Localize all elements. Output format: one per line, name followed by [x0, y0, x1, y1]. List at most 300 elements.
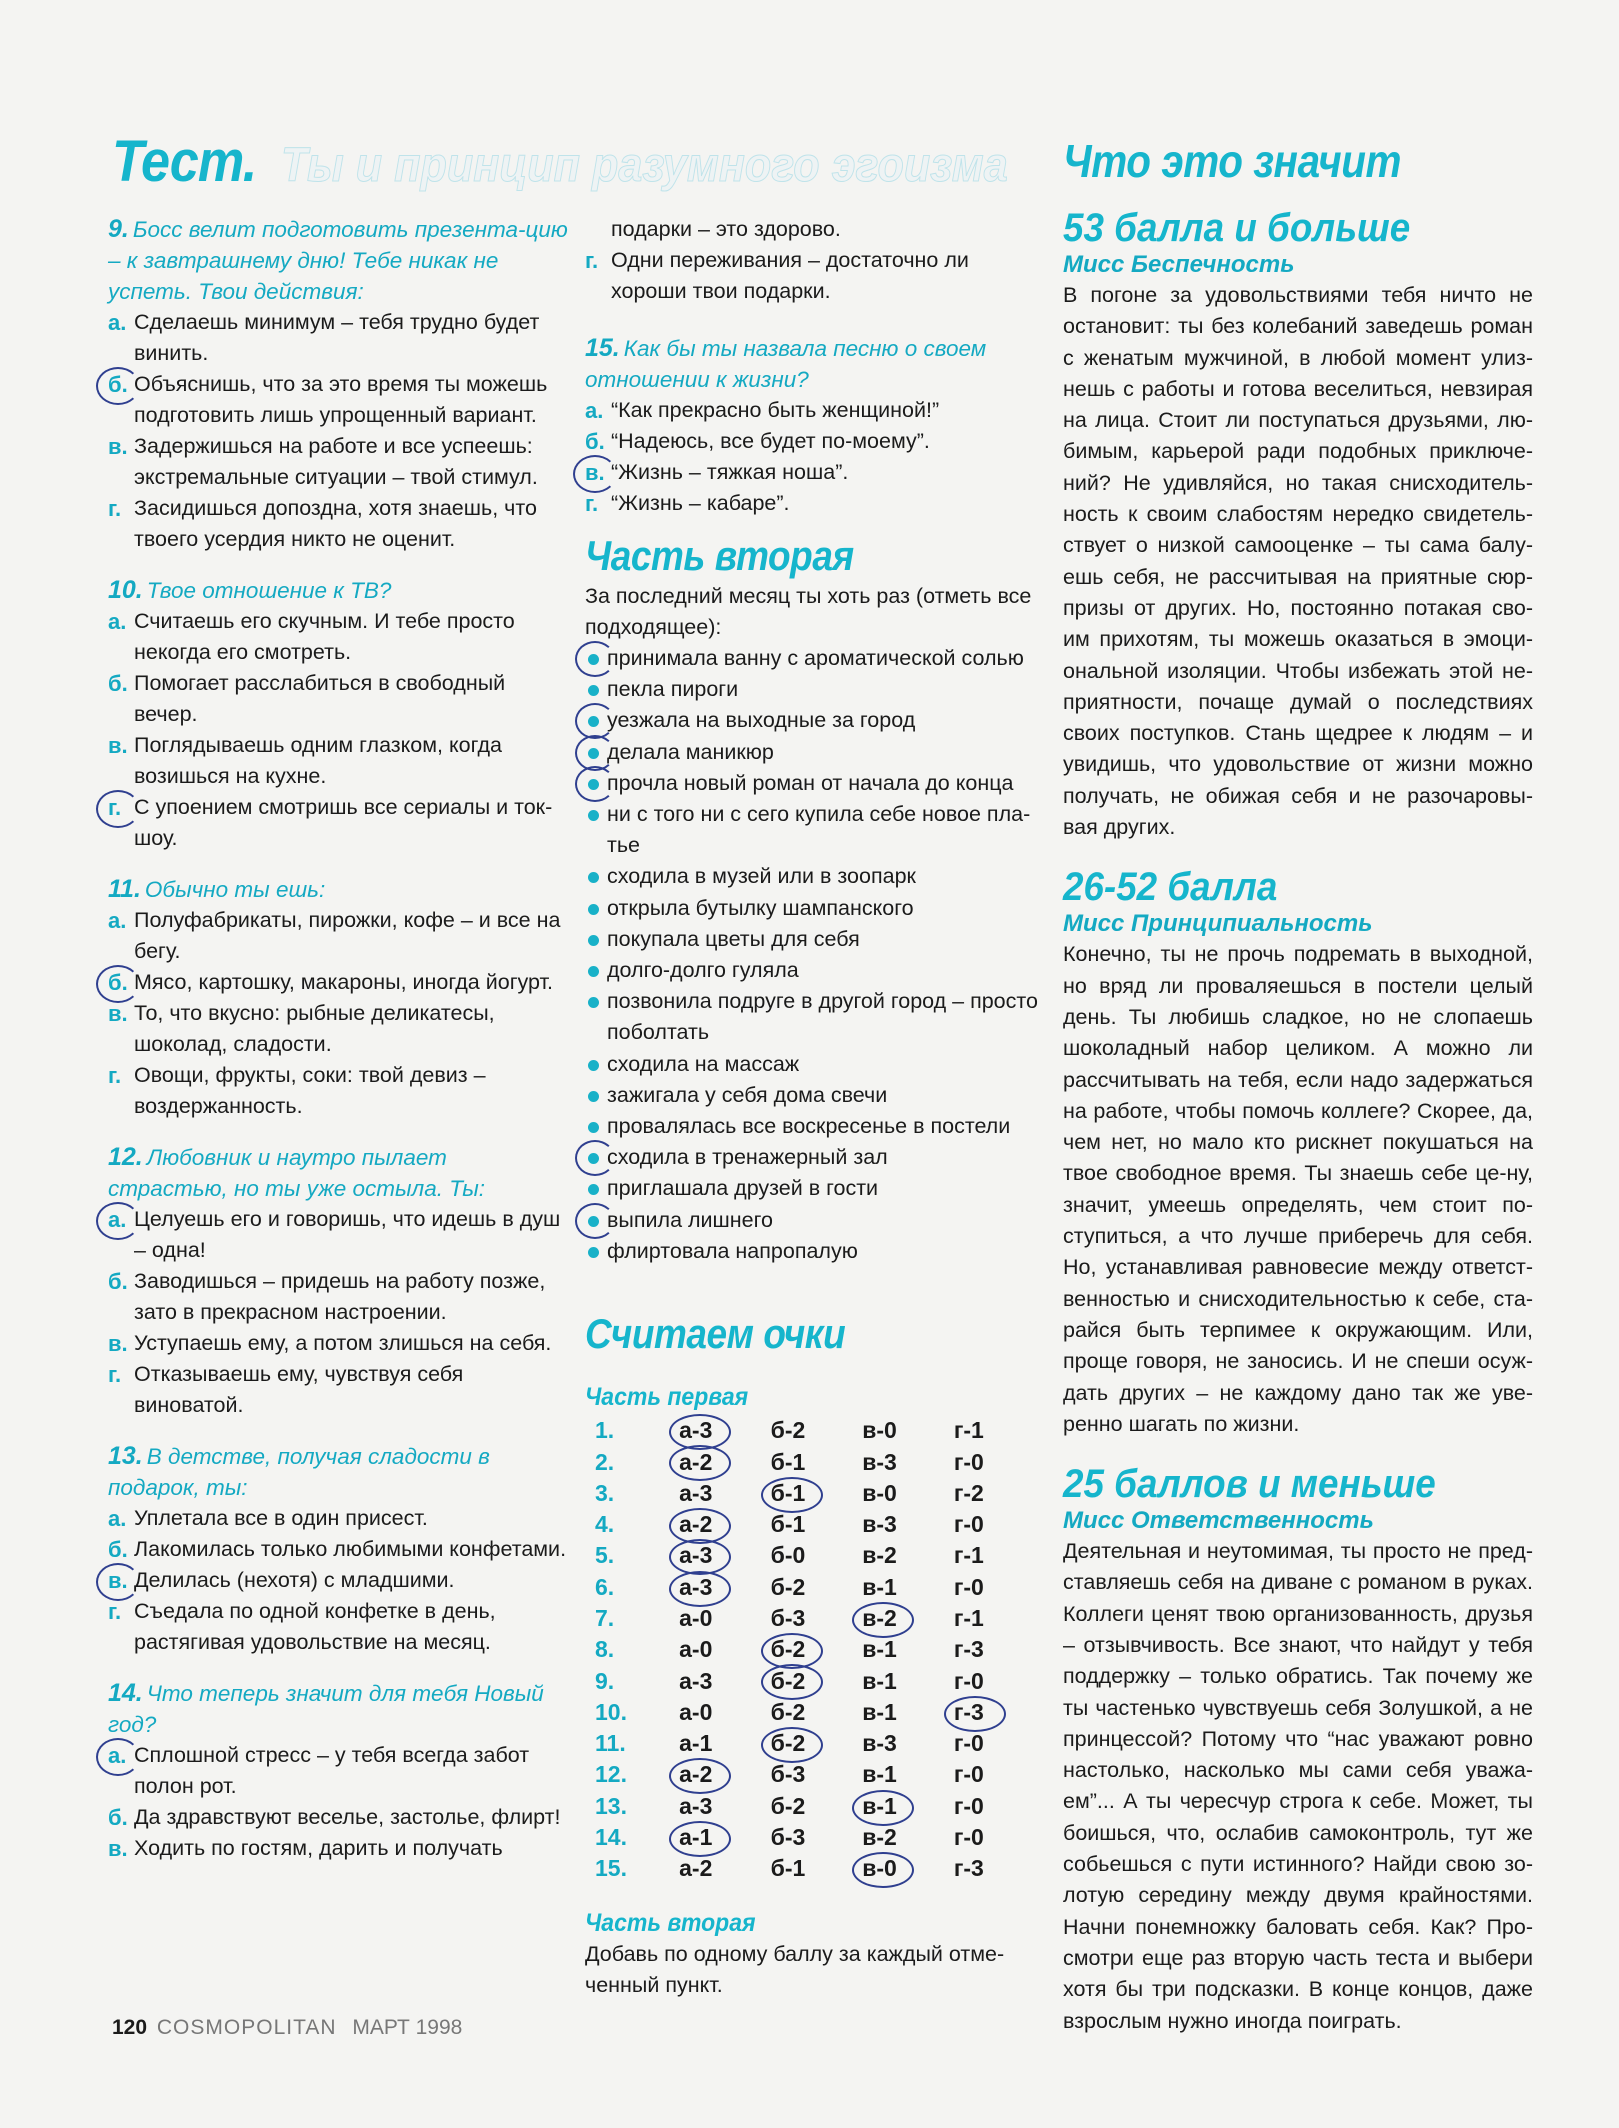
checklist-text: делала маникюр — [607, 739, 774, 764]
answer-option[interactable] — [108, 998, 568, 1060]
checklist-item[interactable] — [585, 924, 1045, 955]
question-prompt: Твое отношение к ТВ? — [146, 578, 392, 603]
pen-circle-mark — [669, 1571, 731, 1607]
answer-option[interactable] — [108, 1534, 568, 1565]
answer-option[interactable] — [108, 1802, 568, 1833]
score-row — [595, 1697, 1045, 1728]
question-text — [108, 1142, 568, 1204]
question-text — [108, 575, 568, 606]
score-cell — [954, 1415, 1045, 1446]
checklist-item[interactable] — [585, 955, 1045, 986]
score-value: г-0 — [953, 1761, 984, 1788]
score-value: б-2 — [770, 1417, 806, 1444]
option-letter: г . — [108, 493, 121, 524]
checklist-text: зажигала у себя дома свечи — [607, 1082, 888, 1107]
pen-circle-mark — [761, 1664, 823, 1700]
option-letter: г . — [108, 1596, 121, 1627]
score-value: б-2 — [770, 1667, 806, 1694]
score-question-number: 2. — [595, 1448, 615, 1475]
score-cell — [862, 1446, 954, 1477]
score-cell — [679, 1665, 770, 1696]
score-value: в-1 — [862, 1698, 897, 1725]
score-row — [595, 1634, 1045, 1665]
checklist-item[interactable] — [585, 737, 1045, 768]
bullet-dot — [588, 1060, 599, 1071]
answer-option[interactable] — [585, 214, 1045, 245]
checklist-text: сходила в тренажерный зал — [607, 1145, 888, 1170]
score-value: а-1 — [679, 1824, 713, 1851]
pen-circle-mark — [761, 1477, 823, 1513]
score-value: г-0 — [953, 1573, 984, 1600]
checklist-item[interactable] — [585, 674, 1045, 705]
question-number: 9. — [108, 215, 129, 243]
option-text: Сплошной стресс – у тебя всегда забот полон рот. — [134, 1743, 530, 1798]
left-column — [108, 214, 568, 1884]
score-cell — [679, 1540, 770, 1571]
result-description: В погоне за удовольствиями тебя ничто не остановит: ты без колебаний заведешь роман с женатым мужчиной, в любой момент улиз-нешь с работы и готова веселиться, невзирая на лица. Стоит ли поступаться друзьями, лю-бимым, карьерой ради подобных приключе-ний? Не удивляйся, но такая снисходитель-ность к своим слабостям нередко свидетель-ствует о низкой самооценке – ты сама балу-ешь себя, не рассчитывая на приятные сюр-призы от других. Но, постоянно потакая сво-им прихотям, ты можешь оказаться в эмоци-ональной изоляции. Чтобы избежать этой не-приятности, почаще думай о последствиях своих поступков. Стань щедрее к людям – и увидишь, что удовольствие от жизни можно получать, не обижая себя и не разочаровы-вая других. — [1063, 283, 1533, 840]
result-score: 25 баллов и меньше — [1063, 1462, 1436, 1507]
page-number: 120 — [112, 2016, 148, 2039]
question-text — [108, 1678, 568, 1740]
answer-option[interactable] — [108, 1833, 568, 1864]
option-text: Помогает расслабиться в свободный вечер. — [134, 671, 506, 726]
score-value: в-2 — [862, 1604, 897, 1631]
bullet-dot — [588, 1122, 599, 1133]
part2-checklist — [585, 643, 1045, 1267]
checklist-item[interactable] — [585, 1142, 1045, 1173]
option-letter: б . — [108, 1266, 128, 1297]
checklist-item[interactable] — [585, 705, 1045, 736]
checklist-item[interactable] — [585, 799, 1045, 861]
score-value: а-3 — [679, 1792, 713, 1819]
question-text — [585, 333, 1045, 395]
option-text: Уплетала все в один присест. — [134, 1506, 428, 1530]
score-cell — [771, 1634, 863, 1665]
checklist-text: сходила в музей или в зоопарк — [607, 864, 916, 889]
score-cell — [862, 1509, 954, 1540]
score-row — [595, 1822, 1045, 1853]
bullet-dot — [588, 872, 599, 883]
score-value: б-3 — [770, 1761, 806, 1788]
score-value: г-1 — [953, 1542, 984, 1569]
question-prompt: Что теперь значит для тебя Новый год? — [108, 1681, 544, 1737]
score-cell — [862, 1697, 954, 1728]
answer-option[interactable] — [108, 1359, 568, 1421]
score-value: г-0 — [953, 1792, 984, 1819]
checklist-item[interactable] — [585, 893, 1045, 924]
score-cell — [771, 1415, 863, 1446]
title-subtitle: Ты и принцип разумного эгоизма — [280, 139, 1008, 192]
score-question-number: 15. — [595, 1855, 627, 1882]
pen-circle-mark — [669, 1445, 731, 1481]
score-value: а-0 — [679, 1636, 713, 1663]
option-text: Съедала по одной конфетке в день, растягивая удовольствие на месяц. — [134, 1599, 496, 1654]
score-cell — [771, 1509, 863, 1540]
option-text: “Надеюсь, все будет по-моему”. — [611, 429, 930, 453]
option-letter: в . — [108, 1833, 128, 1864]
score-cell — [954, 1822, 1045, 1853]
bullet-dot — [588, 1184, 599, 1195]
score-value: г-0 — [953, 1511, 984, 1538]
score-value: б-1 — [770, 1511, 806, 1538]
pen-circle-mark — [96, 790, 140, 828]
score-cell — [771, 1822, 863, 1853]
score-question-number: 7. — [595, 1604, 615, 1631]
score-question-number: 5. — [595, 1542, 615, 1569]
pen-circle-mark — [669, 1758, 731, 1794]
question-10 — [108, 575, 568, 854]
answer-option[interactable] — [108, 1596, 568, 1658]
checklist-text: уезжала на выходные за город — [607, 708, 916, 733]
checklist-text: открыла бутылку шампанского — [607, 895, 914, 920]
answer-option[interactable] — [108, 905, 568, 967]
result-persona: Мисс Принципиальность — [1063, 910, 1373, 938]
result-persona: Мисс Ответственность — [1063, 1507, 1374, 1535]
question-text — [108, 214, 568, 307]
question-12 — [108, 1142, 568, 1421]
score-cell — [954, 1853, 1045, 1884]
question-14 — [108, 1678, 568, 1864]
checklist-text: флиртовала напропалую — [607, 1238, 858, 1263]
bullet-dot — [588, 904, 599, 915]
option-letter: а . — [108, 307, 126, 338]
q14-continuation — [585, 214, 1045, 307]
option-text: Делилась (нехотя) с младшими. — [134, 1568, 455, 1592]
score-row — [595, 1728, 1045, 1759]
option-letter: б . — [108, 668, 128, 699]
score-cell — [954, 1446, 1045, 1477]
option-text: Овощи, фрукты, соки: твой девиз – воздержанность. — [134, 1063, 486, 1118]
middle-column — [585, 214, 1045, 2001]
answer-option[interactable] — [108, 1266, 568, 1328]
checklist-item[interactable] — [585, 1080, 1045, 1111]
score-value: в-0 — [862, 1479, 897, 1506]
score-value: г-1 — [953, 1604, 984, 1631]
option-letter: б . — [108, 369, 128, 400]
score-row — [595, 1509, 1045, 1540]
answer-option[interactable] — [108, 606, 568, 668]
option-letter: в . — [108, 431, 128, 462]
score-row — [595, 1572, 1045, 1603]
answer-option[interactable] — [108, 730, 568, 792]
pen-circle-mark — [575, 1203, 615, 1239]
score-question-number: 8. — [595, 1636, 615, 1663]
scoring-heading: Считаем очки — [585, 1310, 846, 1358]
question-number: 15. — [585, 334, 620, 362]
score-cell — [771, 1478, 863, 1509]
score-question-number: 4. — [595, 1511, 615, 1538]
results-list — [1063, 206, 1533, 2037]
checklist-text: покупала цветы для себя — [607, 926, 860, 951]
score-value: б-2 — [770, 1573, 806, 1600]
pen-circle-mark — [96, 1738, 140, 1776]
score-value: а-2 — [679, 1448, 713, 1475]
answer-option[interactable] — [108, 1204, 568, 1266]
checklist-text: долго-долго гуляла — [607, 958, 799, 983]
score-cell — [771, 1791, 863, 1822]
checklist-text: прочла новый роман от начала до конца — [607, 770, 1014, 795]
checklist-item[interactable] — [585, 1111, 1045, 1142]
option-letter: в . — [108, 1328, 128, 1359]
answer-option[interactable] — [108, 967, 568, 998]
option-text: “Жизнь – кабаре”. — [611, 491, 790, 515]
score-row — [595, 1415, 1045, 1446]
option-letter: в . — [108, 1565, 128, 1596]
result-block — [1063, 865, 1533, 1440]
score-value: г-0 — [953, 1824, 984, 1851]
pen-circle-mark — [669, 1821, 731, 1857]
score-cell — [862, 1634, 954, 1665]
answer-option[interactable] — [108, 792, 568, 854]
checklist-item[interactable] — [585, 768, 1045, 799]
score-value: г-1 — [953, 1417, 984, 1444]
score-value: а-2 — [679, 1855, 713, 1882]
result-description: Конечно, ты не прочь подремать в выходной, но вряд ли проваляешься в постели целый день. Ты любишь сладкое, но не слопаешь шоколадный набор целиком. А можно ли рассчитывать на тебя, если надо задержаться на работе, чтобы помочь коллеге? Скорее, да, чем нет, но мало кто рискнет покушаться на твое свободное время. Ты знаешь себе це-ну, значит, умеешь определять, чем стоит по-ступиться, а что лучше приберечь для себя. Но, устанавливая равновесие между ответст-венностью и снисходительностью к себе, ста-райся быть терпимее к окружающим. Или, проще говоря, не заносись. И не спеши осуж-дать других – не каждому дано так же уве-ренно шагать по жизни. — [1063, 942, 1533, 1436]
score-row — [595, 1665, 1045, 1696]
score-value: б-3 — [770, 1824, 806, 1851]
option-letter: г . — [585, 245, 598, 276]
score-cell — [679, 1415, 770, 1446]
option-text: Лакомилась только любимыми конфетами. — [134, 1537, 567, 1561]
answer-option[interactable] — [585, 426, 1045, 457]
score-value: в-3 — [862, 1511, 897, 1538]
option-text: Поглядываешь одним глазком, когда возишься на кухне. — [134, 733, 502, 788]
question-15 — [585, 333, 1045, 519]
score-cell — [954, 1572, 1045, 1603]
option-text: Да здравствуют веселье, застолье, флирт! — [134, 1805, 561, 1829]
option-letter: а . — [108, 1503, 126, 1534]
score-cell — [862, 1415, 954, 1446]
checklist-item[interactable] — [585, 643, 1045, 674]
result-persona: Мисс Беспечность — [1063, 251, 1295, 278]
issue-date: МАРТ 1998 — [352, 2016, 463, 2039]
score-row — [595, 1853, 1045, 1884]
answer-option[interactable] — [108, 369, 568, 431]
option-text: Объяснишь, что за это время ты можешь подготовить лишь упрощенный вариант. — [134, 372, 548, 427]
score-cell — [771, 1728, 863, 1759]
score-cell — [679, 1634, 770, 1665]
result-description: Деятельная и неутомимая, ты просто не пред-ставляешь себя на диване с романом в руках. Коллеги ценят твою организованность, друзья – отзывчивость. Все знают, что найдут у тебя поддержку – только обратись. Так почему же ты частенько чувствуешь себя Золушкой, а не принцессой? Потому что “нас уважают ровно настолько, насколько мы сами себя уважа-ем”... А ты чересчур строга к себе. Может, ты боишься, что, ослабив самоконтроль, тут же собьешься с пути истинного? Найди свою зо-лотую середину между двумя крайностями. Начни понемножку баловать себя. Как? Про-смотри еще раз вторую часть теста и выбери хотя бы три подсказки. В конце концов, даже взрослым нужно иногда поиграть. — [1063, 1539, 1533, 2033]
answer-option[interactable] — [585, 245, 1045, 307]
score-value: г-0 — [953, 1667, 984, 1694]
answer-option[interactable] — [108, 668, 568, 730]
checklist-text: приглашала друзей в гости — [607, 1176, 879, 1201]
answer-option[interactable] — [108, 307, 568, 369]
option-text: “Жизнь – тяжкая ноша”. — [611, 460, 849, 484]
score-cell — [679, 1853, 770, 1884]
score-cell — [954, 1791, 1045, 1822]
score-value: а-1 — [679, 1730, 713, 1757]
score-cell — [679, 1478, 770, 1509]
score-question-number: 10. — [595, 1698, 627, 1725]
score-cell — [862, 1822, 954, 1853]
score-cell — [862, 1791, 954, 1822]
checklist-item[interactable] — [585, 1049, 1045, 1080]
score-cell — [679, 1822, 770, 1853]
score-cell — [954, 1540, 1045, 1571]
option-letter: а . — [108, 1204, 126, 1235]
checklist-text: позвонила подруге в другой город – просто поболтать — [607, 989, 1038, 1045]
score-cell — [954, 1634, 1045, 1665]
option-letter: г . — [585, 488, 598, 519]
score-cell — [862, 1853, 954, 1884]
score-cell — [954, 1697, 1045, 1728]
score-value: б-0 — [770, 1542, 806, 1569]
checklist-item[interactable] — [585, 861, 1045, 892]
pen-circle-mark — [852, 1852, 914, 1888]
pen-circle-mark — [96, 1202, 140, 1240]
pen-circle-mark — [96, 367, 140, 405]
answer-option[interactable] — [585, 457, 1045, 488]
option-letter: в . — [108, 998, 128, 1029]
score-value: в-1 — [862, 1761, 897, 1788]
score-value: а-3 — [679, 1667, 713, 1694]
question-prompt: В детстве, получая сладости в подарок, ты: — [108, 1444, 490, 1500]
scoring-part2-text: Добавь по одному баллу за каждый отме-ченный пункт. — [585, 1941, 1005, 1997]
score-cell — [862, 1665, 954, 1696]
question-number: 13. — [108, 1442, 143, 1470]
score-cell — [679, 1697, 770, 1728]
score-value: в-3 — [862, 1448, 897, 1475]
score-cell — [862, 1728, 954, 1759]
score-value: в-2 — [862, 1824, 897, 1851]
option-letter: а . — [108, 1740, 126, 1771]
score-value: б-2 — [770, 1792, 806, 1819]
pen-circle-mark — [852, 1790, 914, 1826]
score-cell — [679, 1791, 770, 1822]
pen-circle-mark — [852, 1602, 914, 1638]
score-value: а-3 — [679, 1479, 713, 1506]
option-text: Ходить по гостям, дарить и получать — [134, 1836, 503, 1860]
score-cell — [771, 1572, 863, 1603]
checklist-item[interactable] — [585, 1173, 1045, 1204]
answer-option[interactable] — [585, 395, 1045, 426]
score-value: г-0 — [953, 1448, 984, 1475]
option-text: Засидишься допоздна, хотя знаешь, что твоего усердия никто не оценит. — [134, 496, 537, 551]
pen-circle-mark — [575, 641, 615, 677]
question-prompt: Как бы ты назвала песню о своем отношении к жизни? — [585, 336, 987, 392]
answer-option[interactable] — [108, 1740, 568, 1802]
score-value: а-2 — [679, 1511, 713, 1538]
score-value: в-1 — [862, 1667, 897, 1694]
answer-option[interactable] — [108, 493, 568, 555]
score-row — [595, 1791, 1045, 1822]
score-question-number: 9. — [595, 1667, 615, 1694]
score-cell — [771, 1759, 863, 1790]
answer-option[interactable] — [108, 1565, 568, 1596]
score-value: а-3 — [679, 1417, 713, 1444]
score-value: б-1 — [770, 1479, 806, 1506]
score-cell — [679, 1603, 770, 1634]
score-row — [595, 1759, 1045, 1790]
answer-option[interactable] — [108, 1503, 568, 1534]
score-value: б-2 — [770, 1730, 806, 1757]
score-cell — [679, 1509, 770, 1540]
option-letter: в . — [585, 457, 605, 488]
score-value: а-0 — [679, 1604, 713, 1631]
score-cell — [679, 1759, 770, 1790]
score-value: в-1 — [862, 1792, 897, 1819]
score-cell — [954, 1728, 1045, 1759]
score-cell — [771, 1697, 863, 1728]
score-value: в-3 — [862, 1730, 897, 1757]
question-number: 14. — [108, 1679, 143, 1707]
pen-circle-mark — [944, 1696, 1006, 1732]
checklist-item[interactable] — [585, 1236, 1045, 1267]
score-cell — [862, 1478, 954, 1509]
question-number: 12. — [108, 1143, 143, 1171]
score-value: г-3 — [953, 1855, 984, 1882]
bullet-dot — [588, 685, 599, 696]
answer-option[interactable] — [108, 1060, 568, 1122]
score-cell — [771, 1603, 863, 1634]
score-cell — [862, 1572, 954, 1603]
page-footer — [112, 2016, 462, 2040]
score-cell — [862, 1603, 954, 1634]
checklist-text: сходила на массаж — [607, 1051, 800, 1076]
scoring-part2-title: Часть вторая — [585, 1908, 756, 1937]
result-score: 26-52 балла — [1063, 865, 1278, 910]
score-row — [595, 1478, 1045, 1509]
score-cell — [954, 1759, 1045, 1790]
test-title — [112, 128, 1088, 195]
score-cell — [771, 1446, 863, 1477]
score-value: г-0 — [953, 1730, 984, 1757]
bullet-dot — [588, 935, 599, 946]
checklist-item[interactable] — [585, 986, 1045, 1048]
score-question-number: 14. — [595, 1824, 627, 1851]
pen-circle-mark — [575, 1140, 615, 1176]
checklist-item[interactable] — [585, 1205, 1045, 1236]
option-text: То, что вкусно: рыбные деликатесы, шоколад, сладости. — [134, 1001, 495, 1056]
question-prompt: Любовник и наутро пылает страстью, но ты уже остыла. Ты: — [108, 1145, 486, 1201]
score-question-number: 3. — [595, 1479, 615, 1506]
part2-heading: Часть вторая — [585, 532, 854, 579]
option-letter: а . — [585, 395, 603, 426]
score-value: а-0 — [679, 1698, 713, 1725]
pen-circle-mark — [669, 1539, 731, 1575]
magazine-name: COSMOPOLITAN — [156, 2016, 337, 2039]
score-value: в-0 — [862, 1855, 897, 1882]
checklist-text: пекла пироги — [607, 677, 739, 702]
score-cell — [679, 1728, 770, 1759]
score-cell — [771, 1665, 863, 1696]
score-value: г-2 — [953, 1479, 984, 1506]
title-main: Тест. — [112, 129, 257, 194]
option-letter: а . — [108, 905, 126, 936]
bullet-dot — [588, 966, 599, 977]
option-letter: б . — [108, 1534, 128, 1565]
answer-option[interactable] — [585, 488, 1045, 519]
question-number: 10. — [108, 576, 143, 604]
result-block — [1063, 1462, 1533, 2037]
answer-option[interactable] — [108, 1328, 568, 1359]
score-value: в-0 — [862, 1417, 897, 1444]
answer-option[interactable] — [108, 431, 568, 493]
option-letter: б . — [108, 967, 128, 998]
result-score: 53 балла и больше — [1063, 206, 1411, 250]
option-letter: в . — [108, 730, 128, 761]
option-text: Одни переживания – достаточно ли хороши твои подарки. — [611, 248, 969, 303]
result-block — [1063, 206, 1533, 843]
option-text: Полуфабрикаты, пирожки, кофе – и все на бегу. — [134, 908, 561, 963]
question-prompt: Обычно ты ешь: — [144, 877, 326, 902]
score-cell — [771, 1853, 863, 1884]
score-value: б-2 — [770, 1636, 806, 1663]
question-9 — [108, 214, 568, 555]
question-11 — [108, 874, 568, 1122]
bullet-dot — [588, 997, 599, 1008]
